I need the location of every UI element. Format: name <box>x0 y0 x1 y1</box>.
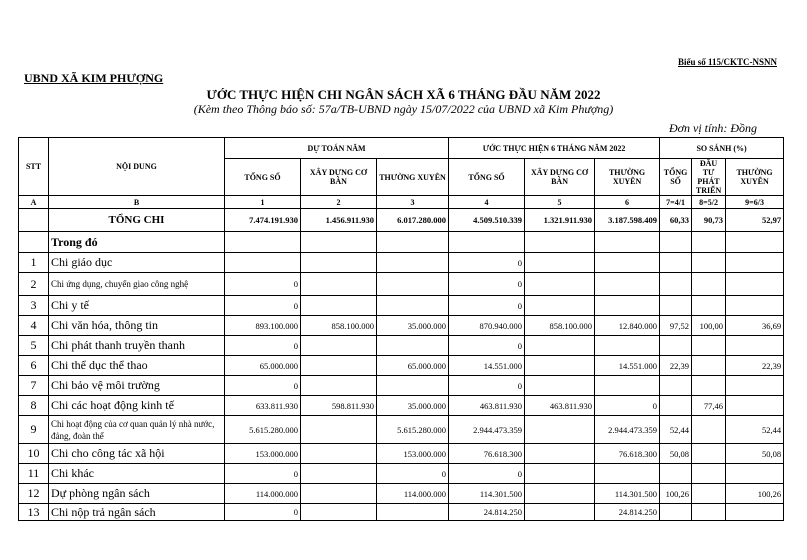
row-value <box>301 356 377 376</box>
row-stt: 8 <box>19 396 49 416</box>
row-value <box>301 253 377 273</box>
total-value: 3.187.598.409 <box>595 209 660 232</box>
row-value <box>525 296 595 316</box>
row-value: 153.000.000 <box>377 444 449 464</box>
row-value: 22,39 <box>660 356 692 376</box>
row-stt: 12 <box>19 484 49 504</box>
row-content: Chi ứng dụng, chuyển giao công nghệ <box>49 273 225 296</box>
total-value: 1.456.911.930 <box>301 209 377 232</box>
row-value: 52,44 <box>660 416 692 444</box>
row-content: Chi khác <box>49 464 225 484</box>
row-value: 0 <box>449 253 525 273</box>
row-value <box>525 376 595 396</box>
col-estimate-recurrent: THƯỜNG XUYÊN <box>595 159 660 196</box>
index-cell: 9=6/3 <box>726 196 784 209</box>
table-row <box>19 416 784 444</box>
row-value: 0 <box>225 296 301 316</box>
row-value: 65.000.000 <box>377 356 449 376</box>
report-title: ƯỚC THỰC HIỆN CHI NGÂN SÁCH XÃ 6 THÁNG ĐẦU NĂM 2022 <box>206 87 601 102</box>
row-value: 114.000.000 <box>377 484 449 504</box>
row-value <box>301 336 377 356</box>
table-row <box>19 253 784 273</box>
row-value: 14.551.000 <box>449 356 525 376</box>
row-value <box>726 396 784 416</box>
row-value <box>377 336 449 356</box>
row-value: 463.811.930 <box>449 396 525 416</box>
col-estimate-total: TỔNG SỐ <box>449 159 525 196</box>
row-value: 50,08 <box>660 444 692 464</box>
row-value <box>301 464 377 484</box>
row-value: 114.301.500 <box>595 484 660 504</box>
row-stt: 2 <box>19 273 49 296</box>
row-value <box>660 504 692 521</box>
row-value: 5.615.280.000 <box>225 416 301 444</box>
col-stt: STT <box>19 138 49 196</box>
row-value <box>301 484 377 504</box>
total-value: 6.017.280.000 <box>377 209 449 232</box>
index-cell: 1 <box>225 196 301 209</box>
row-value <box>525 444 595 464</box>
row-content: Chi phát thanh truyền thanh <box>49 336 225 356</box>
row-value: 14.551.000 <box>595 356 660 376</box>
row-value: 12.840.000 <box>595 316 660 336</box>
row-value: 5.615.280.000 <box>377 416 449 444</box>
row-value <box>595 253 660 273</box>
row-value <box>525 416 595 444</box>
row-value: 76.618.300 <box>595 444 660 464</box>
index-cell: 2 <box>301 196 377 209</box>
row-value: 858.100.000 <box>301 316 377 336</box>
row-value <box>377 253 449 273</box>
row-value <box>726 504 784 521</box>
row-value <box>660 336 692 356</box>
row-value <box>660 464 692 484</box>
row-value <box>595 464 660 484</box>
row-value <box>595 376 660 396</box>
index-cell: A <box>19 196 49 209</box>
row-value <box>692 273 726 296</box>
row-value <box>660 396 692 416</box>
col-compare-capital: ĐẦU TƯ PHÁT TRIỂN <box>692 159 726 196</box>
row-value: 893.100.000 <box>225 316 301 336</box>
row-content: Chi nộp trả ngân sách <box>49 504 225 521</box>
row-content: Chi cho công tác xã hội <box>49 444 225 464</box>
row-value <box>595 336 660 356</box>
row-stt: 3 <box>19 296 49 316</box>
row-value: 870.940.000 <box>449 316 525 336</box>
row-value: 858.100.000 <box>525 316 595 336</box>
row-value <box>660 296 692 316</box>
row-value: 153.000.000 <box>225 444 301 464</box>
row-value <box>692 416 726 444</box>
row-value <box>377 296 449 316</box>
table-row <box>19 356 784 376</box>
col-estimate-capital: XÂY DỰNG CƠ BẢN <box>525 159 595 196</box>
row-content: Chi hoạt động của cơ quan quản lý nhà nước, đảng, đoàn thể <box>49 416 225 444</box>
row-value <box>692 356 726 376</box>
row-value <box>660 273 692 296</box>
row-value <box>726 464 784 484</box>
row-value <box>692 296 726 316</box>
row-value: 35.000.000 <box>377 396 449 416</box>
col-content: NỘI DUNG <box>49 138 225 196</box>
form-code: Biểu số 115/CKTC-NSNN <box>677 57 777 67</box>
row-stt: 13 <box>19 504 49 521</box>
row-value: 36,69 <box>726 316 784 336</box>
row-value <box>301 273 377 296</box>
table-row <box>19 504 784 521</box>
row-stt: 10 <box>19 444 49 464</box>
row-value: 0 <box>449 296 525 316</box>
row-value: 0 <box>225 336 301 356</box>
row-value: 463.811.930 <box>525 396 595 416</box>
row-value: 0 <box>449 336 525 356</box>
row-value <box>692 484 726 504</box>
col-group-budget: DỰ TOÁN NĂM <box>225 138 449 159</box>
row-value: 100,00 <box>692 316 726 336</box>
row-value: 35.000.000 <box>377 316 449 336</box>
row-content: Chi bảo vệ môi trường <box>49 376 225 396</box>
row-value: 100,26 <box>660 484 692 504</box>
total-value: 1.321.911.930 <box>525 209 595 232</box>
subheading-label: Trong đó <box>49 232 225 253</box>
index-cell: 8=5/2 <box>692 196 726 209</box>
row-value <box>301 504 377 521</box>
row-value <box>377 273 449 296</box>
row-value: 0 <box>449 464 525 484</box>
row-stt: 5 <box>19 336 49 356</box>
row-stt: 7 <box>19 376 49 396</box>
row-value: 76.618.300 <box>449 444 525 464</box>
index-cell: 6 <box>595 196 660 209</box>
table-row <box>19 484 784 504</box>
row-value <box>301 296 377 316</box>
row-value: 114.000.000 <box>225 484 301 504</box>
col-budget-total: TỔNG SỐ <box>225 159 301 196</box>
report-subtitle: (Kèm theo Thông báo số: 57a/TB-UBND ngày 15/07/2022 của UBND xã Kim Phượng) <box>193 102 614 116</box>
row-value <box>525 253 595 273</box>
row-value <box>726 253 784 273</box>
col-group-compare: SO SÁNH (%) <box>660 138 784 159</box>
row-value: 0 <box>225 273 301 296</box>
total-value: 4.509.510.339 <box>449 209 525 232</box>
row-value: 633.811.930 <box>225 396 301 416</box>
row-stt: 1 <box>19 253 49 273</box>
row-content: Chi văn hóa, thông tin <box>49 316 225 336</box>
row-value <box>525 356 595 376</box>
col-budget-capital: XÂY DỰNG CƠ BẢN <box>301 159 377 196</box>
row-value <box>726 376 784 396</box>
row-value: 97,52 <box>660 316 692 336</box>
total-row <box>19 209 784 232</box>
row-value: 2.944.473.359 <box>595 416 660 444</box>
row-value <box>525 336 595 356</box>
row-value: 114.301.500 <box>449 484 525 504</box>
row-content: Chi thể dục thể thao <box>49 356 225 376</box>
row-value: 0 <box>377 464 449 484</box>
row-value <box>377 376 449 396</box>
row-content: Chi y tế <box>49 296 225 316</box>
budget-table <box>18 137 784 521</box>
row-value: 24.814.250 <box>449 504 525 521</box>
table-row <box>19 376 784 396</box>
row-value: 0 <box>595 396 660 416</box>
table-row <box>19 316 784 336</box>
row-value <box>525 464 595 484</box>
row-stt: 4 <box>19 316 49 336</box>
row-stt: 11 <box>19 464 49 484</box>
table-row <box>19 273 784 296</box>
index-cell: 5 <box>525 196 595 209</box>
row-value <box>301 444 377 464</box>
table-row <box>19 444 784 464</box>
row-content: Dự phòng ngân sách <box>49 484 225 504</box>
total-value: 7.474.191.930 <box>225 209 301 232</box>
table-row <box>19 336 784 356</box>
row-value <box>225 253 301 273</box>
total-stt <box>19 209 49 232</box>
col-compare-total: TỔNG SỐ <box>660 159 692 196</box>
total-label: TỔNG CHI <box>49 209 225 232</box>
subheading-row <box>19 232 784 253</box>
subheading-stt <box>19 232 49 253</box>
total-value: 60,33 <box>660 209 692 232</box>
row-value: 598.811.930 <box>301 396 377 416</box>
row-value: 77,46 <box>692 396 726 416</box>
index-cell: B <box>49 196 225 209</box>
index-row <box>19 196 784 209</box>
index-cell: 4 <box>449 196 525 209</box>
row-value <box>525 273 595 296</box>
row-value: 22,39 <box>726 356 784 376</box>
row-value: 0 <box>225 504 301 521</box>
row-value: 24.814.250 <box>595 504 660 521</box>
col-compare-recurrent: THƯỜNG XUYÊN <box>726 159 784 196</box>
row-content: Chi giáo dục <box>49 253 225 273</box>
row-value <box>595 296 660 316</box>
row-value: 2.944.473.359 <box>449 416 525 444</box>
row-value: 100,26 <box>726 484 784 504</box>
index-cell: 3 <box>377 196 449 209</box>
row-value: 65.000.000 <box>225 356 301 376</box>
row-value: 0 <box>449 376 525 396</box>
col-group-estimate: ƯỚC THỰC HIỆN 6 THÁNG NĂM 2022 <box>449 138 660 159</box>
row-value <box>525 504 595 521</box>
table-row <box>19 464 784 484</box>
row-value: 0 <box>449 273 525 296</box>
row-value <box>595 273 660 296</box>
row-value <box>726 336 784 356</box>
row-value: 0 <box>225 376 301 396</box>
row-value <box>301 416 377 444</box>
row-stt: 9 <box>19 416 49 444</box>
col-budget-recurrent: THƯỜNG XUYÊN <box>377 159 449 196</box>
row-value <box>692 444 726 464</box>
row-value <box>301 376 377 396</box>
row-value: 50,08 <box>726 444 784 464</box>
total-value: 52,97 <box>726 209 784 232</box>
row-value <box>726 296 784 316</box>
table-row <box>19 296 784 316</box>
row-value <box>692 376 726 396</box>
row-value <box>377 504 449 521</box>
total-value: 90,73 <box>692 209 726 232</box>
row-value <box>726 273 784 296</box>
row-stt: 6 <box>19 356 49 376</box>
table-row <box>19 396 784 416</box>
row-value <box>692 504 726 521</box>
row-value <box>692 253 726 273</box>
row-value: 52,44 <box>726 416 784 444</box>
row-value <box>660 253 692 273</box>
unit-label: Đơn vị tính: Đồng <box>668 121 757 135</box>
row-value <box>692 336 726 356</box>
row-value <box>692 464 726 484</box>
row-content: Chi các hoạt động kinh tế <box>49 396 225 416</box>
index-cell: 7=4/1 <box>660 196 692 209</box>
row-value <box>525 484 595 504</box>
agency-name: UBND XÃ KIM PHƯỢNG <box>24 71 164 85</box>
row-value: 0 <box>225 464 301 484</box>
row-value <box>660 376 692 396</box>
